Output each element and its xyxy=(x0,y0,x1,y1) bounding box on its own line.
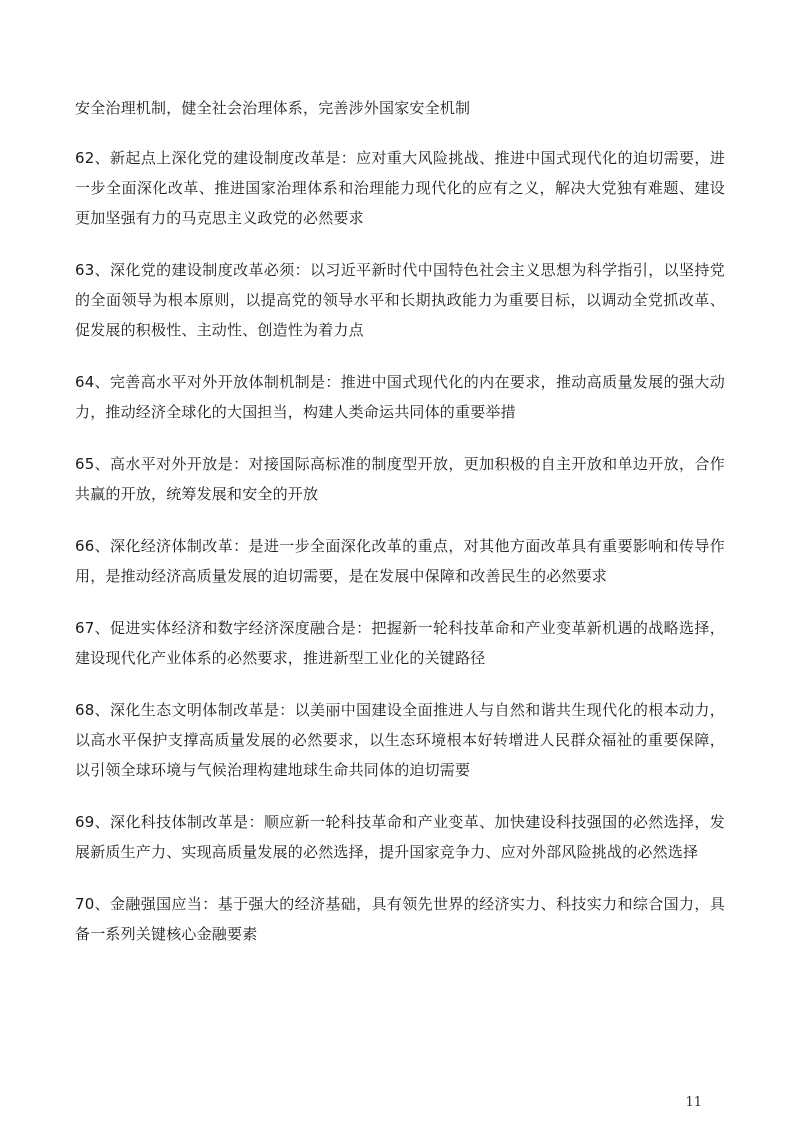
paragraph-item-69: 69、深化科技体制改革是：顺应新一轮科技革命和产业变革、加快建设科技强国的必然选择，发展新质生产力、实现高质量发展的必然选择，提升国家竞争力、应对外部风险挑战的必然选择 xyxy=(75,813,725,861)
page-content xyxy=(75,93,725,971)
page-number: 11 xyxy=(685,1095,702,1110)
paragraph-item-67: 67、促进实体经济和数字经济深度融合是：把握新一轮科技革命和产业变革新机遇的战略选择，建设现代化产业体系的必然要求，推进新型工业化的关键路径 xyxy=(75,619,725,667)
paragraph-item-64: 64、完善高水平对外开放体制机制是：推进中国式现代化的内在要求，推动高质量发展的强大动力，推动经济全球化的大国担当，构建人类命运共同体的重要举措 xyxy=(75,373,725,421)
paragraph-item-62: 62、新起点上深化党的建设制度改革是：应对重大风险挑战、推进中国式现代化的迫切需要，进一步全面深化改革、推进国家治理体系和治理能力现代化的应有之义，解决大党独有难题、建设更加坚强有力的马克思主义政党的必然要求 xyxy=(75,149,725,227)
paragraph-item-65: 65、高水平对外开放是：对接国际高标准的制度型开放，更加积极的自主开放和单边开放，合作共赢的开放，统筹发展和安全的开放 xyxy=(75,455,725,503)
paragraph-item-63: 63、深化党的建设制度改革必须：以习近平新时代中国特色社会主义思想为科学指引，以坚持党的全面领导为根本原则，以提高党的领导水平和长期执政能力为重要目标，以调动全党抓改革、促发展的积极性、主动性、创造性为着力点 xyxy=(75,261,725,339)
paragraph-continuation: 安全治理机制，健全社会治理体系，完善涉外国家安全机制 xyxy=(75,99,471,117)
paragraph-item-66: 66、深化经济体制改革：是进一步全面深化改革的重点，对其他方面改革具有重要影响和传导作用，是推动经济高质量发展的迫切需要，是在发展中保障和改善民生的必然要求 xyxy=(75,537,725,585)
paragraph-item-68: 68、深化生态文明体制改革是：以美丽中国建设全面推进人与自然和谐共生现代化的根本动力，以高水平保护支撑高质量发展的必然要求，以生态环境根本好转增进人民群众福祉的重要保障，以引领全球环境与气候治理构建地球生命共同体的迫切需要 xyxy=(75,701,725,779)
paragraph-item-70: 70、金融强国应当：基于强大的经济基础，具有领先世界的经济实力、科技实力和综合国力，具备一系列关键核心金融要素 xyxy=(75,895,725,943)
